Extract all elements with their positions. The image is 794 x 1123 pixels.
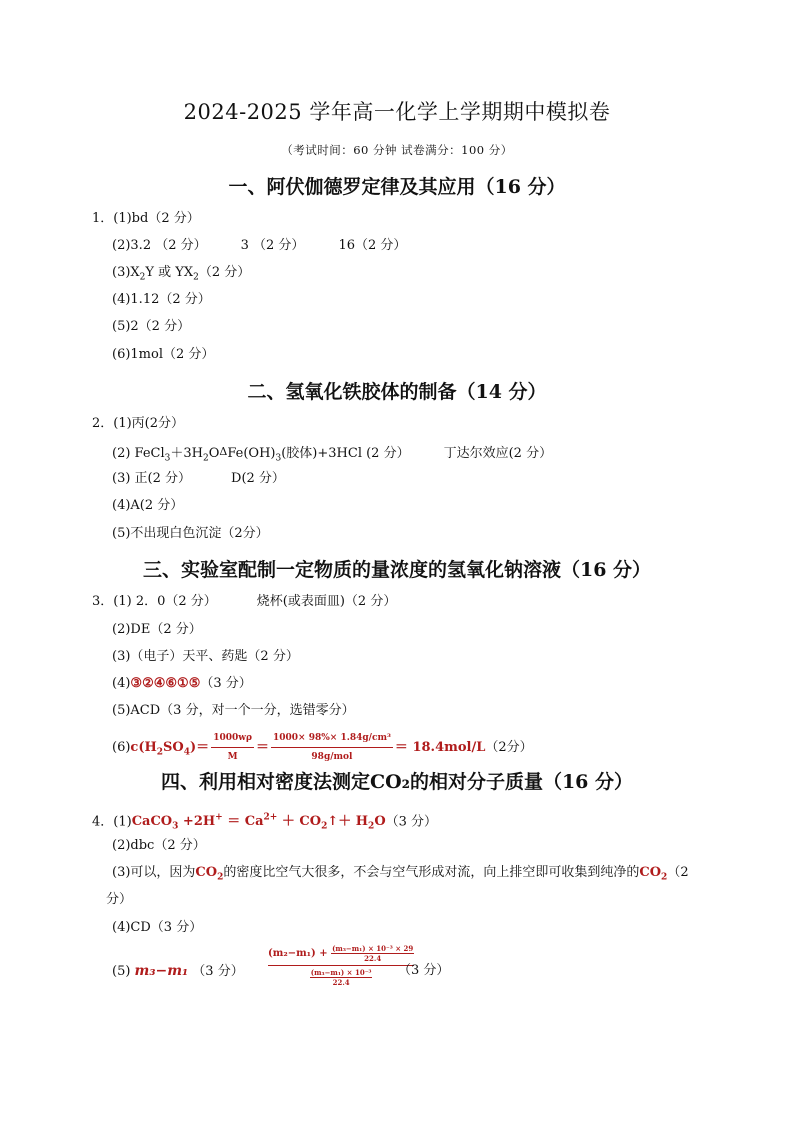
subscript: 3 — [172, 821, 179, 832]
q3-part1-a: 3．(1) 2．0（2 分） — [92, 594, 217, 609]
co2-formula — [195, 865, 224, 883]
inner-fraction — [331, 944, 414, 963]
subscript: 2 — [217, 872, 224, 883]
inner-denominator: 22.4 — [364, 954, 382, 963]
formula-text: CO — [639, 865, 662, 880]
mass-difference-expression: m₃−m₁ — [134, 963, 189, 979]
q2-part3 — [112, 471, 285, 487]
q3-part3: (3)（电子）天平、药匙（2 分） — [112, 649, 299, 664]
q2-part3-b: D(2 分） — [231, 471, 285, 486]
q3-part1 — [92, 594, 396, 610]
equation-text: Fe(OH) — [227, 446, 276, 461]
q2-part1: 2．(1)丙(2分） — [92, 416, 185, 431]
inner-fraction — [310, 968, 373, 987]
q4-part5-score-2: （3 分） — [398, 963, 450, 978]
fraction-numerator: 1000× 98%× 1.84g/cm³ — [271, 730, 393, 748]
q1-part5: (5)2（2 分） — [112, 319, 191, 334]
q2-part3-a: (3) 正(2 分） — [112, 471, 192, 486]
formula-text: O — [374, 814, 386, 830]
subscript: 2 — [139, 272, 146, 283]
q4-part3-text: (3)可以，因为 — [112, 865, 196, 880]
q4-part5-score: （3 分） — [188, 964, 244, 979]
subscript: 3 — [164, 453, 171, 464]
fraction-numerator: 1000wρ — [211, 730, 254, 748]
q4-part5-label: (5) — [112, 964, 135, 979]
section-2-title: 二、氢氧化铁胶体的制备（14 分） — [247, 381, 547, 403]
q2-part4: (4)A(2 分） — [112, 498, 184, 513]
formula-text: CO — [195, 865, 218, 880]
q4-part3-continued: 分） — [106, 892, 133, 907]
q3-part6-label: (6) — [112, 740, 131, 755]
subscript: 2 — [661, 872, 668, 883]
q2-part2-b: 丁达尔效应(2 分） — [443, 446, 553, 461]
equation-text: O — [208, 446, 220, 461]
formula-text: )＝ — [190, 740, 210, 755]
exam-info: （考试时间：60 分钟 试卷满分：100 分） — [281, 143, 513, 157]
q3-part4 — [112, 676, 252, 692]
q3-part4-label: (4) — [112, 676, 131, 691]
inner-denominator: 22.4 — [332, 978, 350, 987]
q3-part4-sequence: ③②④⑥①⑤ — [130, 676, 201, 691]
formula-text: ↑＋ H — [327, 814, 369, 830]
q4-part1 — [92, 810, 437, 835]
q4-part1-score: （3 分） — [385, 814, 438, 830]
subscript: 2 — [203, 453, 209, 464]
fraction-denominator: M — [227, 752, 238, 762]
subscript: 2 — [156, 747, 164, 758]
q3-part6 — [112, 730, 533, 765]
heat-symbol: Δ — [219, 445, 228, 458]
formula-text: ＝ — [255, 740, 269, 755]
fraction-2 — [271, 730, 393, 765]
section-1-title: 一、阿伏伽德罗定律及其应用（16 分） — [228, 176, 566, 198]
formula-text: +2H — [178, 814, 216, 830]
formula-text: CaCO — [131, 814, 173, 830]
subscript: 2 — [193, 272, 199, 283]
q4-part3-score: （2 — [667, 865, 689, 880]
section-3-title: 三、实验室配制一定物质的量浓度的氢氧化钠溶液（16 分） — [142, 559, 652, 581]
q1-part2-b: 3 （2 分） — [240, 238, 305, 253]
subscript: 2 — [321, 821, 328, 832]
q3-part2: (2)DE（2 分） — [112, 622, 202, 637]
page-title: 2024-2025 学年高一化学上学期期中模拟卷 — [183, 100, 611, 124]
q4-part5 — [112, 963, 244, 980]
subscript: 4 — [183, 747, 191, 758]
q1-part3-text: Y 或 YX — [145, 265, 194, 280]
reaction-equation — [131, 813, 386, 832]
q3-part4-score: （3 分） — [200, 676, 252, 691]
q2-part5: (5)不出现白色沉淀（2分） — [112, 526, 269, 541]
co2-formula — [639, 865, 668, 883]
q4-part3-text: 的密度比空气大很多，不会与空气形成对流，向上排空即可收集到纯净的 — [223, 865, 640, 880]
q3-part1-b: 烧杯(或表面皿)（2 分） — [256, 594, 397, 609]
equation-text: (胶体)+3HCl (2 分） — [281, 446, 410, 461]
subscript: 2 — [368, 821, 375, 832]
q4-part4: (4)CD（3 分） — [112, 920, 203, 935]
formula-denominator — [268, 966, 414, 987]
q1-part2-a: (2)3.2 （2 分） — [112, 238, 207, 253]
formula-text: SO — [163, 740, 184, 755]
formula-text: ＝ Ca — [222, 814, 264, 830]
formula-result: ＝ 18.4mol/L — [394, 740, 486, 755]
q1-part3-score: （2 分） — [198, 265, 251, 280]
equation-text: ＋3H — [170, 446, 203, 461]
q1-part3-text: (3)X — [112, 265, 140, 280]
q1-part2-c: 16（2 分） — [338, 238, 407, 253]
q3-part5: (5)ACD（3 分，对一个一分，选错零分） — [112, 703, 355, 718]
formula-text: (m₂−m₁) + — [268, 948, 328, 959]
q4-part3 — [112, 865, 689, 886]
q1-part6: (6)1mol（2 分） — [112, 347, 215, 362]
inner-numerator: (m₃−m₁) × 10⁻³ — [310, 968, 372, 977]
q1-part1: 1．(1)bd（2 分） — [92, 211, 200, 226]
q3-part6-score: （2分） — [485, 740, 533, 755]
inner-numerator: (m₃−m₁) × 10⁻³ × 29 — [332, 944, 414, 953]
section-4-title: 四、利用相对密度法测定CO₂的相对分子质量（16 分） — [160, 771, 634, 793]
formula-numerator — [268, 944, 414, 966]
subscript: 3 — [275, 453, 282, 464]
molar-mass-formula — [268, 944, 414, 987]
equation-text: (2) FeCl — [112, 446, 165, 461]
q1-part3 — [112, 265, 250, 286]
q4-part2: (2)dbc（2 分） — [112, 838, 206, 853]
superscript: 2+ — [263, 813, 278, 823]
formula-text: ＋ CO — [277, 814, 322, 830]
superscript: + — [215, 813, 223, 823]
q1-part2 — [112, 238, 406, 254]
fraction-1 — [211, 730, 254, 765]
q1-part4: (4)1.12（2 分） — [112, 292, 211, 307]
q2-part2 — [112, 444, 552, 467]
q4-part1-label: 4．(1) — [92, 814, 132, 830]
fraction-denominator: 98g/mol — [311, 752, 353, 762]
concentration-formula — [130, 740, 210, 758]
formula-text: c(H — [130, 740, 157, 755]
